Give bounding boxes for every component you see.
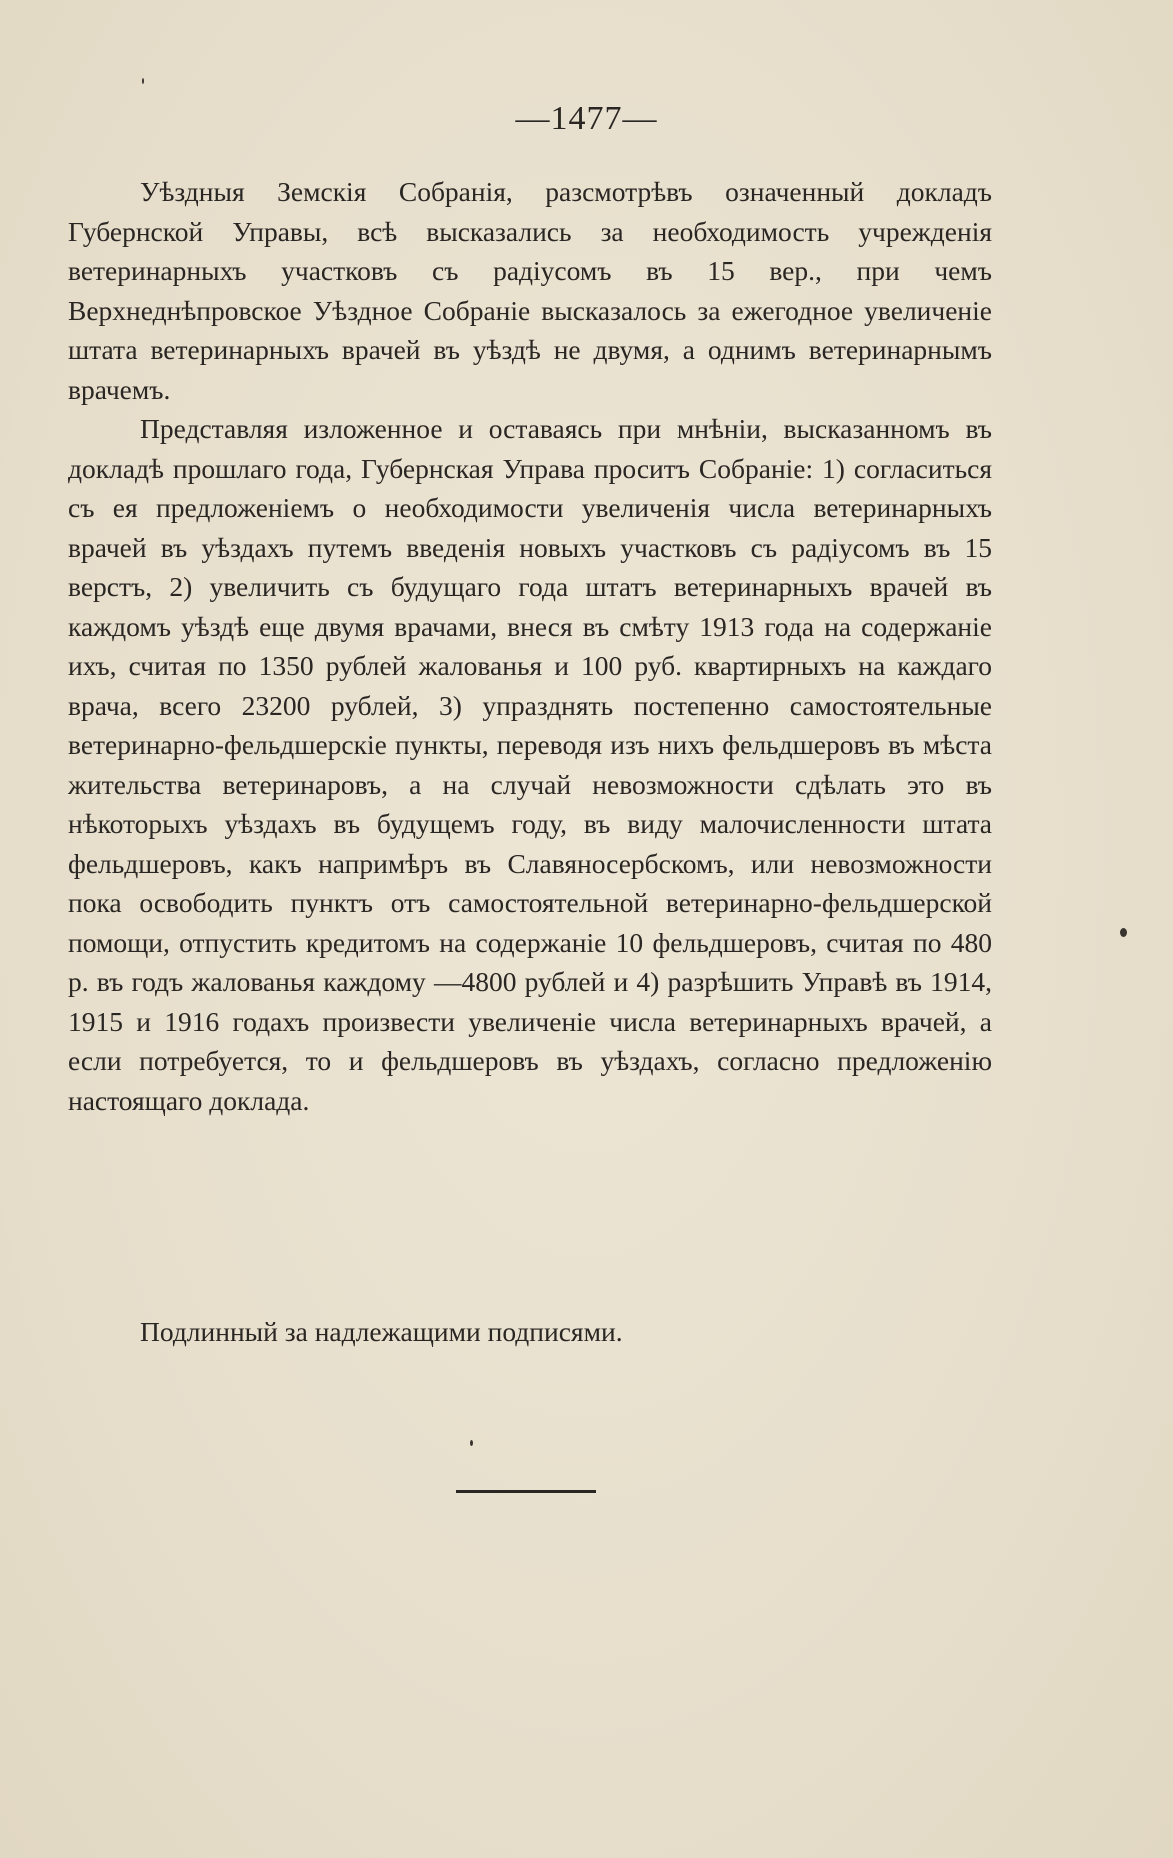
print-speck	[470, 1440, 473, 1446]
print-speck	[1120, 928, 1127, 937]
body-text	[68, 172, 992, 1120]
print-speck	[142, 78, 144, 84]
page-number: —1477—	[515, 100, 658, 137]
paragraph-2: Представляя изложенное и оставаясь при мнѣніи, высказанномъ въ докладѣ прошлаго года, Губернская Управа проситъ Собраніе: 1) согласиться съ ея предложеніемъ о необходимости увеличенія числа ветеринарныхъ врачей въ уѣздахъ путемъ введенія новыхъ участковъ съ радіусомъ въ 15 верстъ, 2) увеличить съ будущаго года штатъ ветеринарныхъ врачей въ каждомъ уѣздѣ еще двумя врачами, внеся въ смѣту 1913 года на содержаніе ихъ, считая по 1350 рублей жалованья и 100 руб. квартирныхъ на каждаго врача, всего 23200 рублей, 3) упразднять постепенно самостоятельные ветеринарно-фельдшерскіе пункты, переводя изъ нихъ фельдшеровъ въ мѣста жительства ветеринаровъ, а на случай невозможности сдѣлать это въ нѣкоторыхъ уѣздахъ въ будущемъ году, въ виду малочисленности штата фельдшеровъ, какъ напримѣръ въ Славяносербскомъ, или невозможности пока освободить пунктъ отъ самостоятельной ветеринарно-фельдшерской помощи, отпустить кредитомъ на содержаніе 10 фельдшеровъ, считая по 480 р. въ годъ жалованья каждому —4800 рублей и 4) разрѣшить Управѣ въ 1914, 1915 и 1916 годахъ произвести увеличеніе числа ветеринарныхъ врачей, а если потребуется, то и фельдшеровъ въ уѣздахъ, согласно предложенію настоящаго доклада.	[68, 413, 992, 1116]
end-rule	[456, 1490, 596, 1493]
signature-line: Подлинный за надлежащими подписями.	[140, 1316, 623, 1347]
paragraph-1: Уѣздныя Земскія Собранія, разсмотрѣвъ означенный докладъ Губернской Управы, всѣ высказались за необходимость учрежденія ветеринарныхъ участковъ съ радіусомъ въ 15 вер., при чемъ Верхнеднѣпровское Уѣздное Собраніе высказалось за ежегодное увеличеніе штата ветеринарныхъ врачей въ уѣздѣ не двумя, а однимъ ветеринарнымъ врачемъ.	[68, 176, 992, 405]
